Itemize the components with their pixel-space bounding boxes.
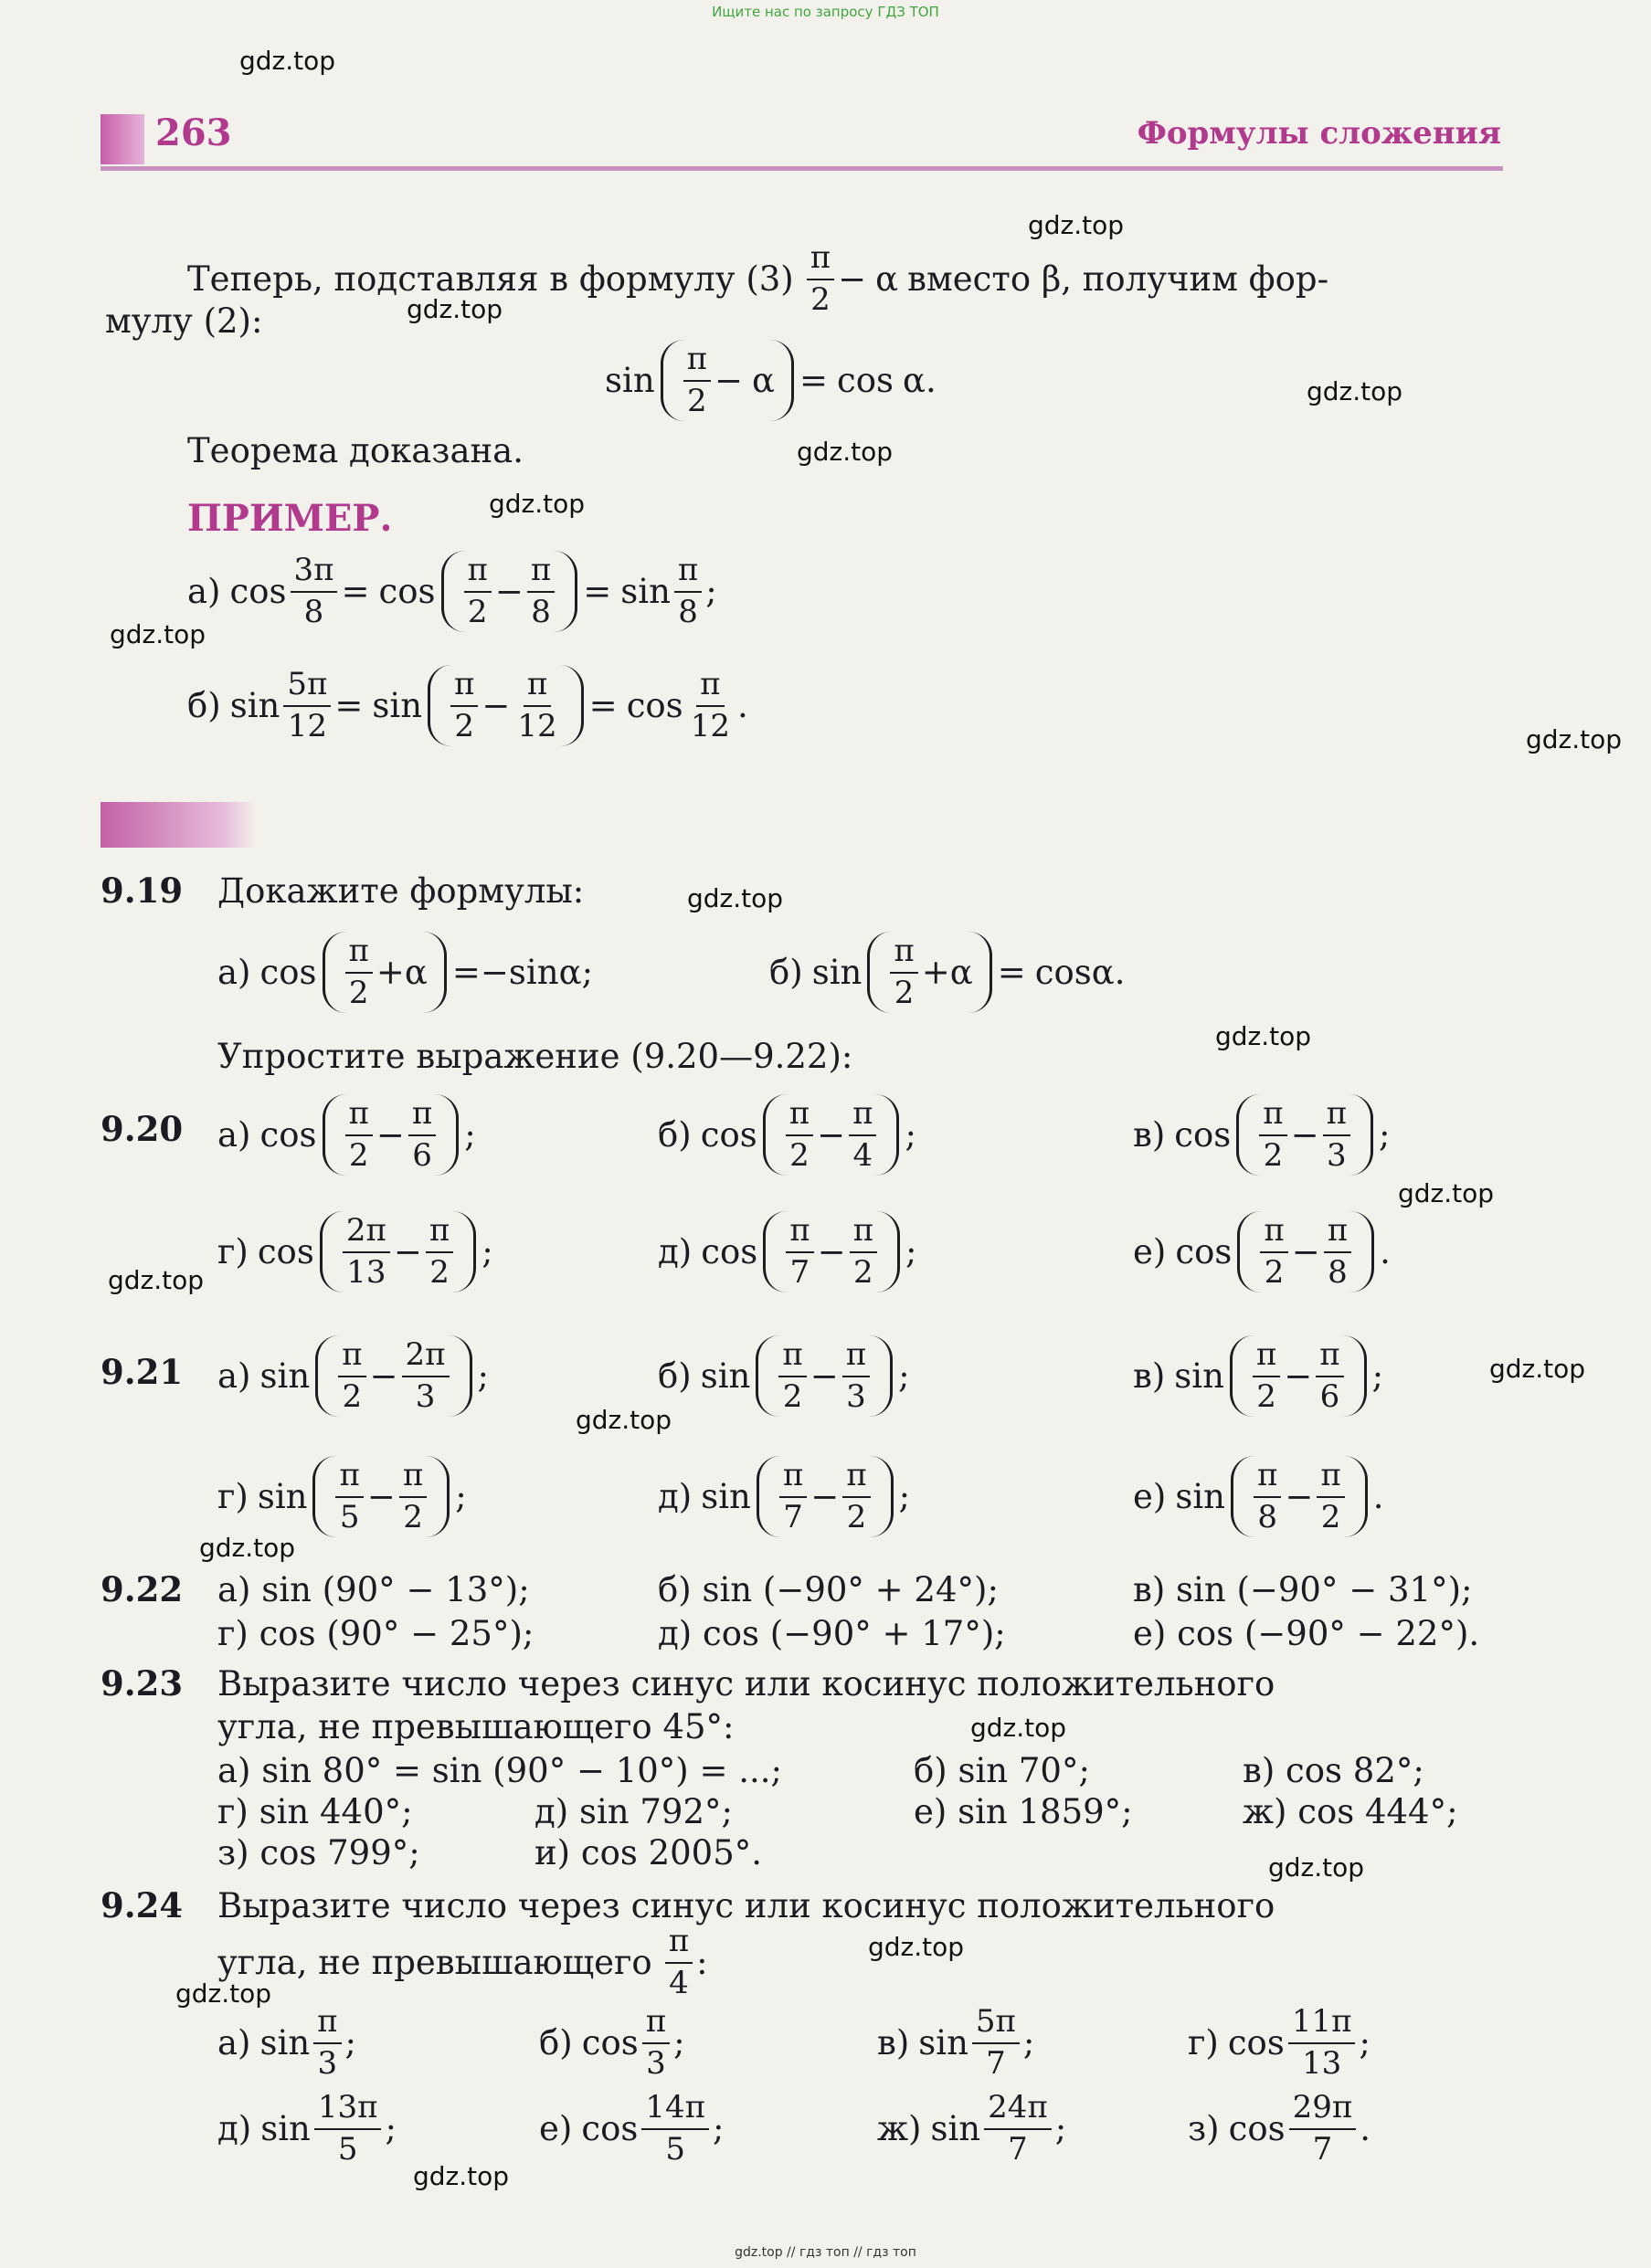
watermark: gdz.top (175, 1978, 272, 2009)
watermark: gdz.top (110, 619, 206, 649)
simplify-instruction: Упростите выражение (9.20—9.22): (217, 1037, 853, 1076)
ex-9-23-v: в) cos 82°; (1243, 1751, 1424, 1790)
ex-9-22-g: г) cos (90° − 25°); (217, 1614, 534, 1653)
ex-9-24-g: г) cos 11π 13 ; (1188, 2003, 1371, 2082)
ex-9-19-a: а) cos π 2 + α = − sin α ; (217, 932, 593, 1013)
ex-9-23-e: е) sin 1859°; (914, 1792, 1133, 1831)
ex-9-23-d: д) sin 792°; (534, 1792, 733, 1831)
ex-9-21-d: д) sin π 7 − $\frac{\pi}{2}$ ; (658, 1456, 910, 1537)
page-number: 263 (155, 111, 232, 154)
ex-9-21-b: б) sin π 2 − $\frac{\pi}{3}$ ; (658, 1335, 910, 1417)
ex-9-21-g: г) sin π 5 − $\frac{\pi}{2}$ ; (217, 1456, 467, 1537)
ex-9-22-number: 9.22 (101, 1569, 184, 1609)
watermark: gdz.top (1398, 1178, 1495, 1208)
watermark: gdz.top (1489, 1354, 1586, 1384)
ex-9-22-d: д) cos (−90° + 17°); (658, 1614, 1006, 1653)
top-note: Ищите нас по запросу ГДЗ ТОП (712, 4, 939, 20)
ex-9-20-b: б) cos π 2 − $\frac{\pi}{4}$ ; (658, 1094, 916, 1176)
watermark: gdz.top (687, 883, 784, 913)
ex-9-23-number: 9.23 (101, 1663, 184, 1704)
theorem-proved: Теорема доказана. (187, 431, 524, 470)
intro-line-1: Теперь, подставляя в формулу (3) π 2 − α вместо β, получим фор- (187, 239, 1329, 318)
ex-9-24-d: д) sin 13π 5 ; (217, 2089, 397, 2168)
ex-9-23-text-1: Выразите число через синус или косинус положительного (217, 1664, 1275, 1704)
watermark: gdz.top (576, 1405, 672, 1435)
watermark: gdz.top (489, 489, 586, 519)
watermark: gdz.top (407, 294, 503, 324)
watermark: gdz.top (970, 1713, 1067, 1743)
intro-line-2: мулу (2): (105, 301, 263, 341)
ex-9-19-text: Докажите формулы: (217, 871, 585, 911)
ex-9-21-a: а) sin π 2 − $\frac{2\pi}{3}$ ; (217, 1335, 489, 1417)
ex-9-24-text-2: угла, не превышающего π 4 : (217, 1923, 708, 2001)
watermark: gdz.top (108, 1265, 205, 1295)
ex-9-20-number: 9.20 (101, 1109, 184, 1149)
watermark: gdz.top (199, 1533, 296, 1563)
ex-9-23-text-2: угла, не превышающего 45°: (217, 1707, 735, 1746)
ex-9-24-number: 9.24 (101, 1885, 184, 1925)
ex-9-22-v: в) sin (−90° − 31°); (1133, 1570, 1473, 1609)
ex-9-24-b: б) cos π 3 ; (539, 2003, 685, 2082)
watermark: gdz.top (797, 437, 894, 467)
watermark: gdz.top (1215, 1021, 1312, 1051)
ex-9-24-e: е) cos 14π 5 ; (539, 2089, 725, 2168)
ex-9-20-v: в) cos π 2 − $\frac{\pi}{3}$ ; (1133, 1094, 1390, 1176)
ex-9-20-a: а) cos π 2 − $\frac{\pi}{6}$ ; (217, 1094, 476, 1176)
bottom-note: gdz.top // гдз топ // гдз топ (735, 2245, 916, 2260)
ex-9-21-number: 9.21 (101, 1352, 184, 1392)
ex-9-24-text-1: Выразите число через синус или косинус положительного (217, 1886, 1275, 1925)
ex-9-23-i: и) cos 2005°. (534, 1833, 763, 1872)
example-label: ПРИМЕР. (187, 497, 393, 540)
ex-9-24-z: з) cos 29π 7 . (1188, 2089, 1371, 2168)
ex-9-22-a: а) sin (90° − 13°); (217, 1570, 530, 1609)
ex-9-23-a: а) sin 80° = sin (90° − 10°) = ...; (217, 1751, 783, 1790)
ex-9-23-z: з) cos 799°; (217, 1833, 420, 1872)
watermark: gdz.top (413, 2161, 510, 2191)
section-band (101, 802, 256, 848)
watermark: gdz.top (1268, 1852, 1365, 1883)
ex-9-21-v: в) sin π 2 − $\frac{\pi}{6}$ ; (1133, 1335, 1383, 1417)
ex-9-22-e: е) cos (−90° − 22°). (1133, 1614, 1480, 1653)
ex-9-19-number: 9.19 (101, 870, 184, 911)
fraction: π 2 (807, 242, 834, 316)
watermark: gdz.top (239, 46, 336, 76)
ex-9-24-zh: ж) sin 24π 7 ; (877, 2089, 1067, 2168)
ex-9-20-d: д) cos π 7 − $\frac{\pi}{2}$ ; (658, 1211, 916, 1292)
watermark: gdz.top (868, 1932, 965, 1962)
header-title: Формулы сложения (1137, 115, 1501, 152)
ex-9-22-b: б) sin (−90° + 24°); (658, 1570, 999, 1609)
ex-9-23-b: б) sin 70°; (914, 1751, 1090, 1790)
ex-9-23-g: г) sin 440°; (217, 1792, 413, 1831)
ex-9-20-e: е) cos π 2 − $\frac{\pi}{8}$ . (1133, 1211, 1391, 1292)
example-b: б) sin $\frac{5\pi}{12}$ = sin π 2 − $\frac{\pi}{12}$ = cos π 12 . (187, 665, 748, 746)
ex-9-19-b: б) sin π 2 + α = cos α . (769, 932, 1126, 1013)
ex-9-20-g: г) cos 2π 13 − $\frac{\pi}{2}$ ; (217, 1211, 493, 1292)
watermark: gdz.top (1307, 376, 1403, 406)
formula-2: sin π 2 − α = cos α . (605, 340, 937, 421)
example-a: а) cos $\frac{3\pi}{8}$ = cos π 2 − $\frac{\pi}{8}$ = sin π 8 ; (187, 551, 717, 632)
watermark: gdz.top (1526, 724, 1623, 754)
ex-9-24-a: а) sin π 3 ; (217, 2003, 356, 2082)
watermark: gdz.top (1028, 210, 1125, 240)
ex-9-21-e: е) sin π 8 − $\frac{\pi}{2}$ . (1133, 1456, 1384, 1537)
ex-9-24-v: в) sin 5π 7 ; (877, 2003, 1035, 2082)
ex-9-23-zh: ж) cos 444°; (1243, 1792, 1458, 1831)
header-tab (101, 114, 144, 164)
